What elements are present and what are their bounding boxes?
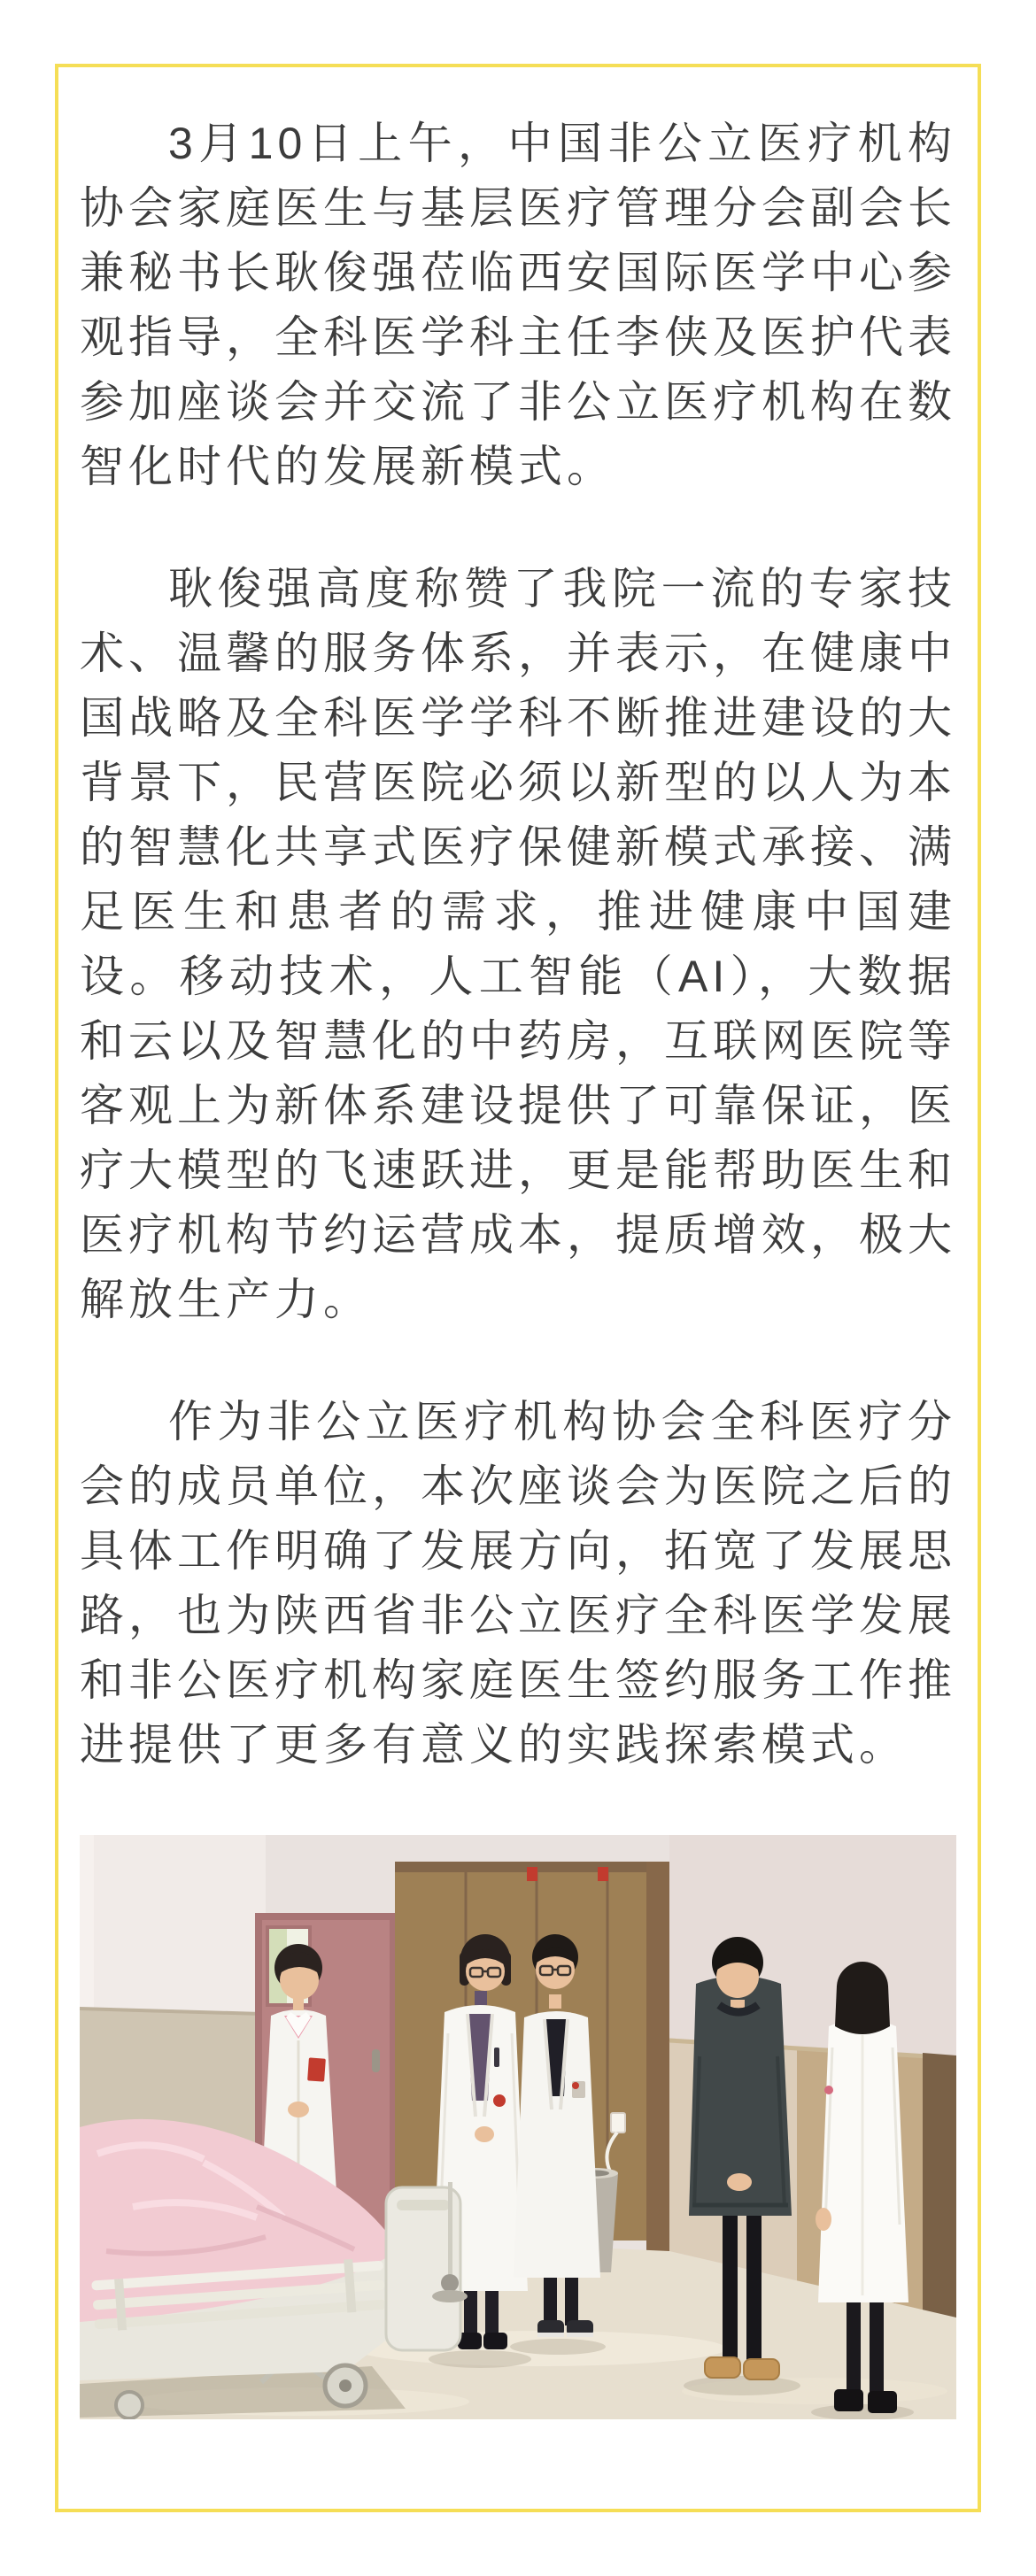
ward-photo-illustration bbox=[80, 1835, 956, 2419]
article-paragraph-1: 3月10日上午，中国非公立医疗机构协会家庭医生与基层医疗管理分会副会长兼秘书长耿俊强莅临西安国际医学中心参观指导，全科医学科主任李侠及医护代表参加座谈会并交流了非公立医疗机构在数智化时代的发展新模式。 bbox=[80, 119, 956, 491]
article-paragraph-3: 作为非公立医疗机构协会全科医疗分会的成员单位，本次座谈会为医院之后的具体工作明确了发展方向，拓宽了发展思路，也为陕西省非公立医疗全科医学发展和非公医疗机构家庭医生签约服务工作推进提供了更多有意义的实践探索模式。 bbox=[80, 1397, 956, 1770]
article-card bbox=[55, 64, 981, 2512]
door-handle bbox=[372, 2049, 380, 2072]
article-paragraph-2: 耿俊强高度称赞了我院一流的专家技术、温馨的服务体系，并表示，在健康中国战略及全科医学学科不断推进建设的大背景下，民营医院必须以新型的以人为本的智慧化共享式医疗保健新模式承接、满足医生和患者的需求，推进健康中国建设。移动技术，人工智能（AI），大数据和云以及智慧化的中药房，互联网医院等客观上为新体系建设提供了可靠保证，医疗大模型的飞速跃进，更是能帮助医生和医疗机构节约运营成本，提质增效，极大解放生产力。 bbox=[80, 564, 956, 1324]
ward-visit-photo[interactable] bbox=[80, 1835, 956, 2419]
